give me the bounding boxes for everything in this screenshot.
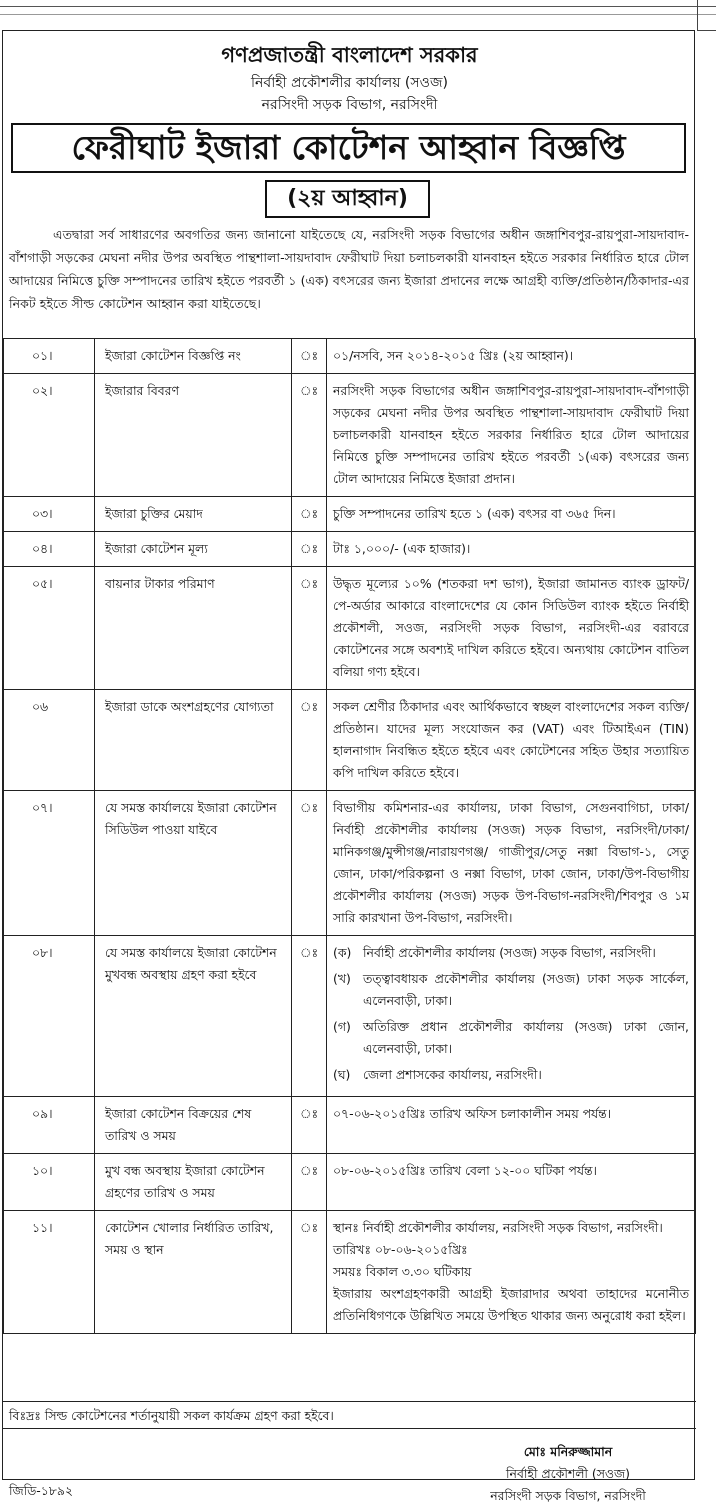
item-number: ০১। bbox=[4, 339, 95, 374]
item-label: যে সমস্ত কার্যালয়ে ইজারা কোটেশন সিডিউল পাওয়া যাইবে bbox=[95, 791, 292, 936]
division-name: নরসিংদী সড়ক বিভাগ, নরসিংদী bbox=[261, 97, 438, 113]
item-value: বিভাগীয় কমিশনার-এর কার্যালয়, ঢাকা বিভাগ, সেগুনবাগিচা, ঢাকা/নির্বাহী প্রকৌশলীর কার্যালয় (সওজ) সড়ক বিভাগ, নরসিংদী/ঢাকা/মানিকগঞ্জ/মুন্সীগঞ্জ/নারায়ণগঞ্জ/ গাজীপুর/সেতু নক্সা বিভাগ-১, সেতু জোন, ঢাকা/পরিকল্পনা ও নক্সা বিভাগ, ঢাকা জোন, ঢাকা/উপ-বিভাগীয় প্রকৌশলীর কার্যালয় (সওজ) সড়ক উপ-বিভাগ-নরসিংদী/শিবপুর ও ১ম সারি কারখানা উপ-বিভাগ, নরসিংদী। bbox=[327, 791, 696, 936]
sub-item bbox=[333, 968, 689, 1012]
signature-block bbox=[458, 1441, 678, 1507]
item-label: কোটেশন খোলার নির্ধারিত তারিখ, সময় ও স্থান bbox=[95, 1211, 292, 1334]
item-label: ইজারা কোটেশন বিক্রয়ের শেষ তারিখ ও সময় bbox=[95, 1097, 292, 1154]
item-value: টাঃ ১,০০০/- (এক হাজার)। bbox=[327, 532, 696, 567]
office-name: নির্বাহী প্রকৌশলীর কার্যালয় (সওজ) bbox=[251, 75, 448, 91]
notice-title: ফেরীঘাট ইজারা কোটেশন আহ্বান বিজ্ঞপ্তি bbox=[11, 123, 686, 173]
signatory-division: নরসিংদী সড়ক বিভাগ, নরসিংদী bbox=[490, 1488, 646, 1503]
sub-item bbox=[333, 942, 689, 964]
gd-reference: জিডি-১৮৯২ bbox=[9, 1483, 73, 1498]
item-label: যে সমস্ত কার্যালয়ে ইজারা কোটেশন মুখবন্ধ অবস্থায় গ্রহণ করা হইবে bbox=[95, 936, 292, 1097]
table-row bbox=[4, 690, 696, 791]
item-number: ০৬ bbox=[4, 690, 95, 791]
sub-item-key: (ঘ) bbox=[333, 1067, 351, 1082]
value-line: তারিখঃ ০৮-০৬-২০১৫খ্রিঃ bbox=[333, 1242, 468, 1257]
call-number: (২য় আহ্বান) bbox=[265, 180, 430, 218]
item-value: সকল শ্রেণীর ঠিকাদার এবং আর্থিকভাবে স্বচ্ছল বাংলাদেশের সকল ব্যক্তি/প্রতিষ্ঠান। যাদের মূল্য সংযোজন কর (VAT) এবং টিআইএন (TIN) হালনাগাদ নিবন্ধিত হইতে হইবে এবং কোটেশনের সহিত উহার সত্যায়িত কপি দাখিল করিতে হইবে। bbox=[327, 690, 696, 791]
item-separator: ঃ bbox=[292, 497, 327, 532]
item-label: ইজারা চুক্তির মেয়াদ bbox=[95, 497, 292, 532]
signatory-name: মোঃ মনিরুজ্জামান bbox=[523, 1444, 613, 1459]
table-row bbox=[4, 1097, 696, 1154]
item-label: ইজারা ডাকে অংশগ্রহণের যোগ্যতা bbox=[95, 690, 292, 791]
table-row bbox=[4, 374, 696, 497]
top-rule-secondary bbox=[0, 14, 716, 15]
table-row bbox=[4, 1211, 696, 1334]
sub-item bbox=[333, 1016, 689, 1060]
item-number: ০২। bbox=[4, 374, 95, 497]
table-row bbox=[4, 791, 696, 936]
item-value: ০১/নসবি, সন ২০১৪-২০১৫ খ্রিঃ (২য় আহ্বান)। bbox=[327, 339, 696, 374]
item-separator: ঃ bbox=[292, 567, 327, 690]
table-row bbox=[4, 936, 696, 1097]
value-line: সময়ঃ বিকাল ৩.৩০ ঘটিকায় bbox=[333, 1264, 472, 1279]
item-number: ০৮। bbox=[4, 936, 95, 1097]
item-number: ১০। bbox=[4, 1154, 95, 1211]
table-row bbox=[4, 497, 696, 532]
item-value bbox=[327, 1211, 696, 1334]
item-label: ইজারা কোটেশন বিজ্ঞপ্তি নং bbox=[95, 339, 292, 374]
item-separator: ঃ bbox=[292, 532, 327, 567]
item-separator: ঃ bbox=[292, 1211, 327, 1334]
sub-item-key: (গ) bbox=[333, 1019, 351, 1034]
item-separator: ঃ bbox=[292, 1097, 327, 1154]
item-separator: ঃ bbox=[292, 791, 327, 936]
value-line: স্থানঃ নির্বাহী প্রকৌশলীর কার্যালয়, নরসিংদী সড়ক বিভাগ, নরসিংদী। bbox=[333, 1220, 663, 1235]
government-heading: গণপ্রজাতন্ত্রী বাংলাদেশ সরকার bbox=[221, 43, 478, 67]
item-separator: ঃ bbox=[292, 374, 327, 497]
item-value bbox=[327, 936, 696, 1097]
table-row bbox=[4, 339, 696, 374]
item-separator: ঃ bbox=[292, 339, 327, 374]
table-row bbox=[4, 567, 696, 690]
sub-item-key: (খ) bbox=[333, 971, 351, 986]
sub-item-text: জেলা প্রশাসকের কার্যালয়, নরসিংদী। bbox=[363, 1067, 542, 1082]
sub-item-text: তত্ত্বাবধায়ক প্রকৌশলীর কার্যালয় (সওজ) ঢাকা সড়ক সার্কেল, এলেনবাড়ী, ঢাকা। bbox=[363, 971, 689, 1008]
item-number: ০৭। bbox=[4, 791, 95, 936]
signatory-designation: নির্বাহী প্রকৌশলী (সওজ) bbox=[506, 1466, 630, 1481]
table-row bbox=[4, 1154, 696, 1211]
item-separator: ঃ bbox=[292, 936, 327, 1097]
sub-item bbox=[333, 1064, 689, 1086]
item-separator: ঃ bbox=[292, 1154, 327, 1211]
sub-item-text: নির্বাহী প্রকৌশলীর কার্যালয় (সওজ) সড়ক বিভাগ, নরসিংদী। bbox=[363, 945, 656, 960]
notice-sheet bbox=[2, 30, 695, 1503]
item-label: ইজারা কোটেশন মূল্য bbox=[95, 532, 292, 567]
sub-item-text: অতিরিক্ত প্রধান প্রকৌশলীর কার্যালয় (সওজ) ঢাকা জোন, এলেনবাড়ী, ঢাকা। bbox=[363, 1019, 689, 1056]
item-value: চুক্তি সম্পাদনের তারিখ হতে ১ (এক) বৎসর বা ৩৬৫ দিন। bbox=[327, 497, 696, 532]
details-table bbox=[3, 338, 696, 1334]
item-label: মুখ বন্ধ অবস্থায় ইজারা কোটেশন গ্রহণের তারিখ ও সময় bbox=[95, 1154, 292, 1211]
item-label: বায়নার টাকার পরিমাণ bbox=[95, 567, 292, 690]
item-value: ০৭-০৬-২০১৫খ্রিঃ তারিখ অফিস চলাকালীন সময় পর্যন্ত। bbox=[327, 1097, 696, 1154]
sub-item-key: (ক) bbox=[333, 945, 352, 960]
item-value: নরসিংদী সড়ক বিভাগের অধীন জঙ্গাশিবপুর-রায়পুরা-সায়দাবাদ-বাঁশগাড়ী সড়কের মেঘনা নদীর উপর অবস্থিত পান্থশালা-সায়দাবাদ ফেরীঘাট দিয়া চলাচলকারী যানবাহন হইতে সরকার নির্ধারিত হারে টোল আদায়ের নিমিত্তে চুক্তি সম্পাদনের তারিখ হইতে পরবর্তী ১(এক) বৎসরের জন্য টোল আদায়ের নিমিত্তে ইজারা প্রদান। bbox=[327, 374, 696, 497]
item-separator: ঃ bbox=[292, 690, 327, 791]
footnote: বিঃদ্রঃ সিল্ড কোটেশনের শর্তানুযায়ী সকল কার্যক্রম গ্রহণ করা হইবে। bbox=[3, 1401, 696, 1429]
table-row bbox=[4, 532, 696, 567]
item-value: উদ্ধৃত মূল্যের ১০% (শতকরা দশ ভাগ), ইজারা জামানত ব্যাংক ড্রাফট/পে-অর্ডার আকারে বাংলাদেশের যে কোন সিডিউল ব্যাংক হইতে নির্বাহী প্রকৌশলী, সওজ, নরসিংদী সড়ক বিভাগ, নরসিংদী-এর বরাবরে কোটেশনের সঙ্গে অবশ্যই দাখিল করিতে হইবে। অন্যথায় কোটেশন বাতিল বলিয়া গণ্য হইবে। bbox=[327, 567, 696, 690]
item-number: ০৯। bbox=[4, 1097, 95, 1154]
item-value: ০৮-০৬-২০১৫খ্রিঃ তারিখ বেলা ১২-০০ ঘটিকা পর্যন্ত। bbox=[327, 1154, 696, 1211]
top-rule bbox=[0, 6, 716, 7]
item-number: ০৩। bbox=[4, 497, 95, 532]
item-label: ইজারার বিবরণ bbox=[95, 374, 292, 497]
item-number: ০৪। bbox=[4, 532, 95, 567]
value-line: ইজারায় অংশগ্রহণকারী আগ্রহী ইজারাদার অথবা তাহাদের মনোনীত প্রতিনিধিগণকে উল্লিখিত সময়ে উপস্থিত থাকার জন্য অনুরোধ করা হইল। bbox=[333, 1286, 689, 1323]
corner-fold bbox=[697, 0, 716, 31]
item-number: ০৫। bbox=[4, 567, 95, 690]
item-number: ১১। bbox=[4, 1211, 95, 1334]
intro-paragraph: এতদ্বারা সর্ব সাধারণের অবগতির জন্য জানানো যাইতেছে যে, নরসিংদী সড়ক বিভাগের অধীন জঙ্গাশিবপুর-রায়পুরা-সায়দাবাদ-বাঁশগাড়ী সড়কের মেঘনা নদীর উপর অবস্থিত পান্থশালা-সায়দাবাদ ফেরীঘাট দিয়া চলাচলকারী যানবাহন হইতে সরকার নির্ধারিত হারে টোল আদায়ের নিমিত্তে চুক্তি সম্পাদনের তারিখ হইতে পরবর্তী ১ (এক) বৎসরের জন্য ইজারা প্রদানের লক্ষে আগ্রহী ব্যক্তি/প্রতিষ্ঠান/ঠিকাদার-এর নিকট হইতে সীল্ড কোটেশন আহ্বান করা যাইতেছে। bbox=[9, 227, 689, 311]
